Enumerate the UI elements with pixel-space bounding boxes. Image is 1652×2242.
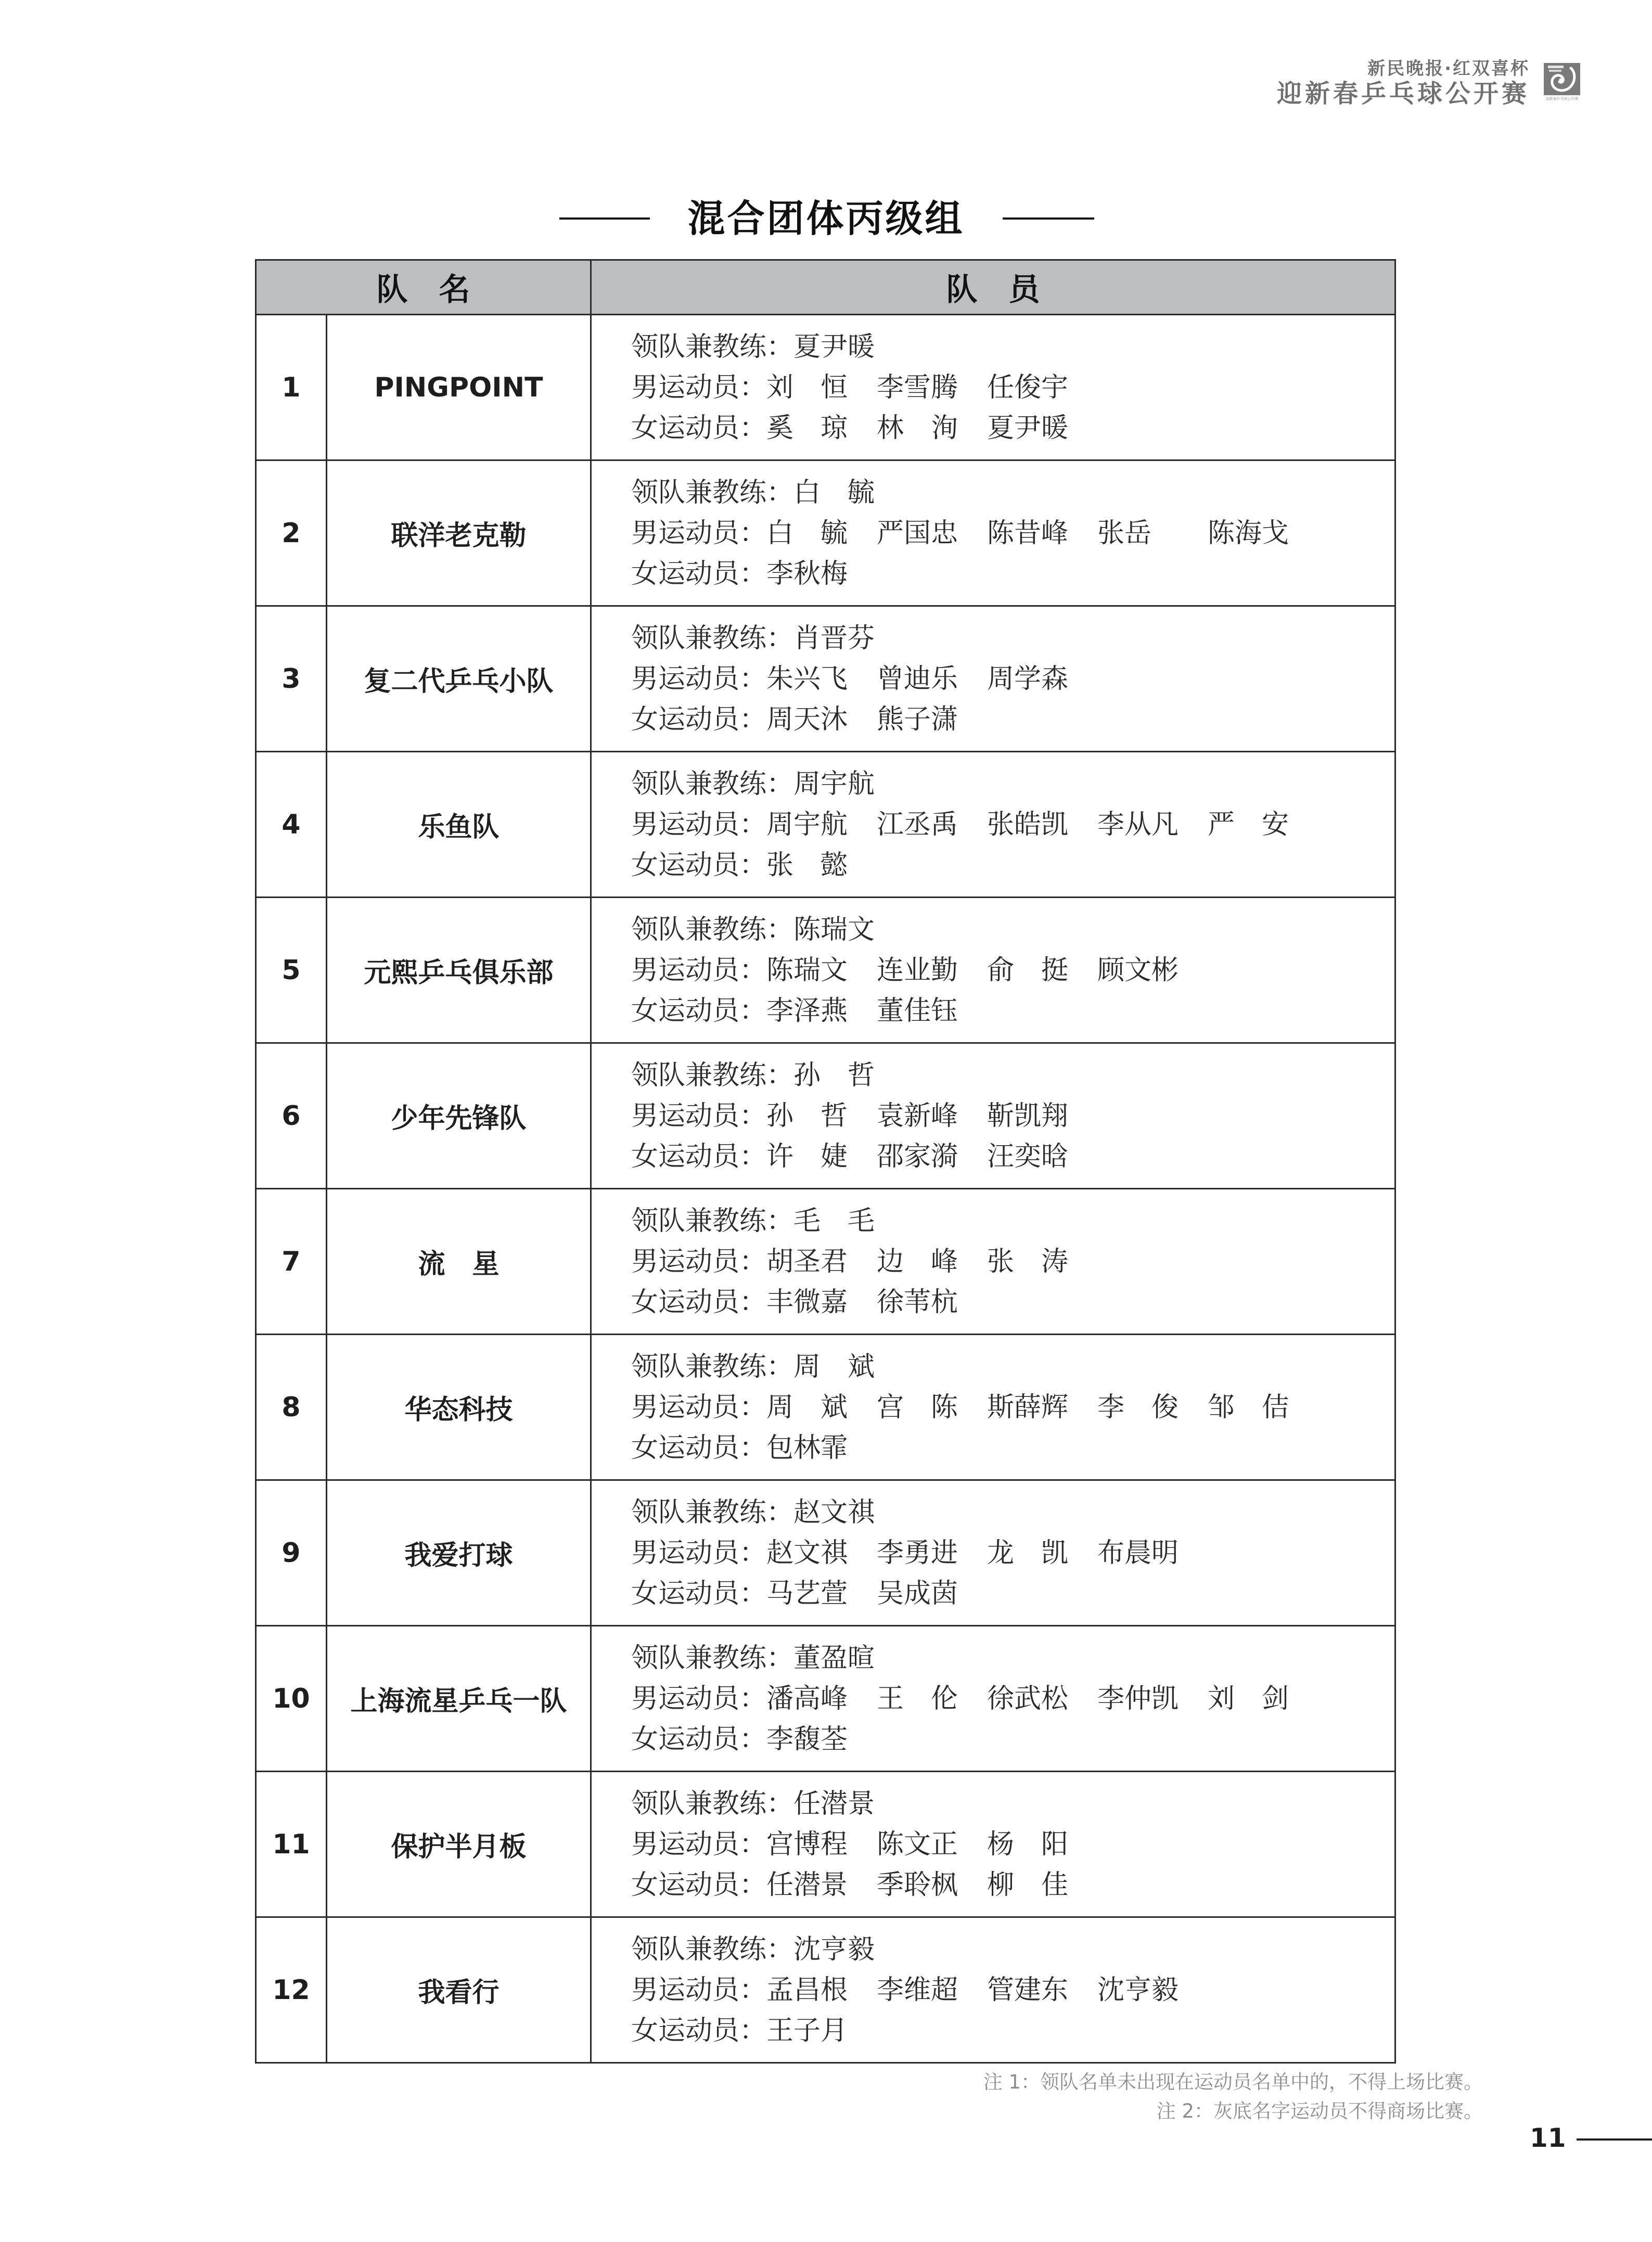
- female-players-label: 女运动员：: [631, 1869, 767, 1901]
- female-player-name: 吴成茵: [877, 1578, 958, 1609]
- male-players-line: [631, 1824, 1394, 1865]
- team-name: 少年先锋队: [327, 1043, 591, 1189]
- coach-name: 沈亨毅: [793, 1933, 875, 1965]
- male-player-name: 靳凯翔: [987, 1100, 1069, 1132]
- team-name: 元熙乒乓俱乐部: [327, 898, 591, 1043]
- coach-line: [631, 1929, 1394, 1970]
- male-player-name: 李勇进: [877, 1537, 958, 1569]
- page-number: 11: [1530, 2123, 1566, 2153]
- team-members: [591, 1335, 1395, 1480]
- team-number: 12: [256, 1917, 327, 2063]
- event-swirl-logo-icon: [1544, 63, 1580, 95]
- table-row: [256, 898, 1395, 1043]
- female-player-name: 包林霏: [766, 1432, 848, 1464]
- male-player-name: 袁新峰: [877, 1100, 958, 1132]
- team-members: [591, 1626, 1395, 1772]
- female-player-name: 马艺萱: [766, 1578, 848, 1609]
- female-player-name: 许 婕: [766, 1141, 848, 1172]
- male-players-line: [631, 1679, 1394, 1719]
- male-player-name: 江丞禹: [877, 809, 958, 840]
- team-number: 7: [256, 1189, 327, 1335]
- female-player-name: 李馥荃: [766, 1723, 848, 1755]
- male-player-name: 陈海戈: [1208, 517, 1289, 549]
- female-player-name: 林 洵: [877, 412, 958, 444]
- team-number: 1: [256, 315, 327, 460]
- coach-label: 领队兼教练：: [631, 1642, 794, 1674]
- coach-label: 领队兼教练：: [631, 331, 794, 363]
- male-player-name: 李 俊: [1097, 1391, 1179, 1423]
- logo-caption: 迎新春乒乓球公开赛: [1545, 97, 1579, 101]
- male-player-name: 张皓凯: [987, 809, 1069, 840]
- team-number: 3: [256, 606, 327, 752]
- table-row: [256, 460, 1395, 606]
- male-player-name: 龙 凯: [987, 1537, 1069, 1569]
- female-players-label: 女运动员：: [631, 995, 767, 1027]
- male-player-name: 周 斌: [766, 1391, 848, 1423]
- coach-name: 白 毓: [793, 477, 875, 508]
- team-name: 复二代乒乓小队: [327, 606, 591, 752]
- male-player-name: 徐武松: [987, 1683, 1069, 1714]
- female-player-name: 季聆枫: [877, 1869, 958, 1901]
- coach-label: 领队兼教练：: [631, 1933, 794, 1965]
- coach-label: 领队兼教练：: [631, 768, 794, 800]
- coach-name: 任潜景: [793, 1788, 875, 1820]
- female-players-line: [631, 1865, 1394, 1905]
- table-row: [256, 1772, 1395, 1917]
- male-player-name: 曾迪乐: [877, 663, 958, 695]
- female-players-line: [631, 1719, 1394, 1760]
- coach-label: 领队兼教练：: [631, 1351, 794, 1382]
- female-player-name: 夏尹暖: [987, 412, 1069, 444]
- female-player-name: 李泽燕: [766, 995, 848, 1027]
- female-players-label: 女运动员：: [631, 558, 767, 590]
- team-name: 华态科技: [327, 1335, 591, 1480]
- female-players-label: 女运动员：: [631, 1286, 767, 1318]
- female-player-name: 柳 佳: [987, 1869, 1069, 1901]
- male-players-label: 男运动员：: [631, 663, 767, 695]
- female-player-name: 张 懿: [766, 849, 848, 881]
- female-players-line: [631, 408, 1394, 449]
- footnote-2: 注 2：灰底名字运动员不得商场比赛。: [1156, 2100, 1483, 2122]
- coach-line: [631, 1347, 1394, 1387]
- male-player-name: 张 涛: [987, 1246, 1069, 1277]
- team-number: 5: [256, 898, 327, 1043]
- male-players-line: [631, 367, 1394, 408]
- coach-name: 肖晋芬: [793, 622, 875, 654]
- male-player-name: 孙 哲: [766, 1100, 848, 1132]
- female-players-line: [631, 2010, 1394, 2051]
- page-title: 混合团体丙级组: [687, 197, 965, 240]
- male-players-line: [631, 1533, 1394, 1573]
- female-players-label: 女运动员：: [631, 1723, 767, 1755]
- female-players-line: [631, 1573, 1394, 1614]
- coach-label: 领队兼教练：: [631, 1496, 794, 1528]
- table-row: [256, 1480, 1395, 1626]
- table-row: [256, 606, 1395, 752]
- female-players-line: [631, 991, 1394, 1031]
- coach-name: 孙 哲: [793, 1059, 875, 1091]
- male-player-name: 周学森: [987, 663, 1069, 695]
- team-name: 联洋老克勒: [327, 460, 591, 606]
- coach-name: 周 斌: [793, 1351, 875, 1382]
- male-player-name: 陈昔峰: [987, 517, 1069, 549]
- team-name: PINGPOINT: [327, 315, 591, 460]
- coach-name: 夏尹暖: [793, 331, 875, 363]
- team-number: 10: [256, 1626, 327, 1772]
- male-players-label: 男运动员：: [631, 517, 767, 549]
- footnote-1: 注 1：领队名单未出现在运动员名单中的，不得上场比赛。: [983, 2071, 1483, 2093]
- coach-name: 周宇航: [793, 768, 875, 800]
- female-players-line: [631, 1136, 1394, 1177]
- male-player-name: 任俊宇: [987, 371, 1069, 403]
- header-char: 队: [376, 272, 408, 308]
- female-players-line: [631, 699, 1394, 740]
- footnotes: [983, 2068, 1483, 2126]
- team-number: 2: [256, 460, 327, 606]
- female-player-name: 周天沐: [766, 703, 848, 735]
- section-title-block: [0, 197, 1652, 240]
- event-logo-text: [1277, 58, 1530, 108]
- roster-table: [255, 259, 1396, 2064]
- female-player-name: 熊子潇: [877, 703, 958, 735]
- male-player-name: 边 峰: [877, 1246, 958, 1277]
- female-players-label: 女运动员：: [631, 412, 767, 444]
- male-player-name: 朱兴飞: [766, 663, 848, 695]
- coach-line: [631, 1784, 1394, 1824]
- male-player-name: 张岳: [1097, 517, 1152, 549]
- team-number: 9: [256, 1480, 327, 1626]
- male-player-name: 李从凡: [1097, 809, 1179, 840]
- page-number-rule: [1577, 2138, 1652, 2141]
- female-player-name: 董佳钰: [877, 995, 958, 1027]
- team-members: [591, 898, 1395, 1043]
- coach-label: 领队兼教练：: [631, 1788, 794, 1820]
- male-players-line: [631, 1387, 1394, 1428]
- team-members: [591, 1043, 1395, 1189]
- male-player-name: 连业勤: [877, 954, 958, 986]
- title-rule-right: [1003, 217, 1094, 220]
- team-number: 4: [256, 752, 327, 898]
- female-player-name: 李秋梅: [766, 558, 848, 590]
- male-player-name: 周宇航: [766, 809, 848, 840]
- female-players-line: [631, 1428, 1394, 1468]
- coach-line: [631, 1638, 1394, 1679]
- coach-line: [631, 1055, 1394, 1096]
- coach-name: 赵文祺: [793, 1496, 875, 1528]
- table-row: [256, 1626, 1395, 1772]
- male-player-name: 沈亨毅: [1097, 1974, 1179, 2006]
- team-name: 上海流星乒乓一队: [327, 1626, 591, 1772]
- male-player-name: 布晨明: [1097, 1537, 1179, 1569]
- male-player-name: 俞 挺: [987, 954, 1069, 986]
- male-player-name: 斯薛辉: [987, 1391, 1069, 1423]
- female-players-label: 女运动员：: [631, 703, 767, 735]
- team-members: [591, 1772, 1395, 1917]
- male-player-name: 刘 恒: [766, 371, 848, 403]
- male-players-line: [631, 659, 1394, 699]
- roster-body: [256, 315, 1395, 2063]
- team-number: 6: [256, 1043, 327, 1189]
- male-players-line: [631, 1970, 1394, 2010]
- team-name: 流 星: [327, 1189, 591, 1335]
- coach-name: 毛 毛: [793, 1205, 875, 1237]
- table-header-row: [256, 260, 1395, 315]
- coach-line: [631, 327, 1394, 367]
- team-name: 我看行: [327, 1917, 591, 2063]
- male-players-label: 男运动员：: [631, 1828, 767, 1860]
- table-row: [256, 752, 1395, 898]
- female-player-name: 徐苇杭: [877, 1286, 958, 1318]
- coach-line: [631, 472, 1394, 513]
- male-player-name: 李维超: [877, 1974, 958, 2006]
- male-player-name: 赵文祺: [766, 1537, 848, 1569]
- coach-line: [631, 909, 1394, 950]
- coach-line: [631, 1492, 1394, 1533]
- coach-line: [631, 1201, 1394, 1241]
- female-players-label: 女运动员：: [631, 849, 767, 881]
- female-player-name: 汪奕晗: [987, 1141, 1069, 1172]
- male-player-name: 潘高峰: [766, 1683, 848, 1714]
- team-members: [591, 752, 1395, 898]
- sponsor-line: 新民晚报·红双喜杯: [1367, 58, 1530, 79]
- female-player-name: 邵家漪: [877, 1141, 958, 1172]
- male-players-label: 男运动员：: [631, 1246, 767, 1277]
- male-player-name: 白 毓: [766, 517, 848, 549]
- coach-name: 董盈暄: [793, 1642, 875, 1674]
- male-player-name: 严 安: [1208, 809, 1289, 840]
- male-player-name: 陈瑞文: [766, 954, 848, 986]
- header-char: 队: [946, 272, 978, 308]
- table-row: [256, 1335, 1395, 1480]
- male-players-line: [631, 513, 1394, 554]
- coach-line: [631, 618, 1394, 659]
- female-player-name: 奚 琼: [766, 412, 848, 444]
- male-player-name: 刘 剑: [1208, 1683, 1289, 1714]
- team-members: [591, 606, 1395, 752]
- male-player-name: 胡圣君: [766, 1246, 848, 1277]
- female-players-line: [631, 845, 1394, 886]
- coach-label: 领队兼教练：: [631, 1205, 794, 1237]
- table-row: [256, 315, 1395, 460]
- team-number: 11: [256, 1772, 327, 1917]
- male-player-name: 杨 阳: [987, 1828, 1069, 1860]
- coach-label: 领队兼教练：: [631, 477, 794, 508]
- header-char: 员: [1008, 272, 1040, 308]
- male-players-line: [631, 1241, 1394, 1282]
- column-header-members: [591, 260, 1395, 315]
- male-player-name: 王 伦: [877, 1683, 958, 1714]
- table-row: [256, 1043, 1395, 1189]
- male-players-label: 男运动员：: [631, 371, 767, 403]
- male-players-line: [631, 950, 1394, 991]
- coach-name: 陈瑞文: [793, 914, 875, 945]
- team-members: [591, 315, 1395, 460]
- header-char: 名: [439, 272, 470, 308]
- team-members: [591, 1480, 1395, 1626]
- male-players-label: 男运动员：: [631, 954, 767, 986]
- male-players-label: 男运动员：: [631, 1537, 767, 1569]
- male-players-label: 男运动员：: [631, 809, 767, 840]
- table-row: [256, 1917, 1395, 2063]
- male-player-name: 孟昌根: [766, 1974, 848, 2006]
- male-player-name: 李仲凯: [1097, 1683, 1179, 1714]
- male-player-name: 管建东: [987, 1974, 1069, 2006]
- female-player-name: 王子月: [766, 2015, 848, 2046]
- male-players-label: 男运动员：: [631, 1683, 767, 1714]
- team-name: 保护半月板: [327, 1772, 591, 1917]
- male-player-name: 李雪腾: [877, 371, 958, 403]
- coach-label: 领队兼教练：: [631, 622, 794, 654]
- male-player-name: 陈文正: [877, 1828, 958, 1860]
- male-player-name: 宫 陈: [877, 1391, 958, 1423]
- team-name: 乐鱼队: [327, 752, 591, 898]
- team-members: [591, 1189, 1395, 1335]
- male-players-line: [631, 1096, 1394, 1136]
- male-player-name: 宫博程: [766, 1828, 848, 1860]
- male-player-name: 顾文彬: [1097, 954, 1179, 986]
- male-players-label: 男运动员：: [631, 1100, 767, 1132]
- female-players-line: [631, 1282, 1394, 1323]
- male-players-label: 男运动员：: [631, 1974, 767, 2006]
- event-name: 迎新春乒乓球公开赛: [1276, 79, 1530, 108]
- male-player-name: 严国忠: [877, 517, 958, 549]
- team-members: [591, 1917, 1395, 2063]
- coach-label: 领队兼教练：: [631, 914, 794, 945]
- female-player-name: 丰微嘉: [766, 1286, 848, 1318]
- female-players-label: 女运动员：: [631, 1141, 767, 1172]
- team-members: [591, 460, 1395, 606]
- female-players-label: 女运动员：: [631, 2015, 767, 2046]
- female-player-name: 任潜景: [766, 1869, 848, 1901]
- female-players-line: [631, 554, 1394, 594]
- coach-line: [631, 764, 1394, 804]
- coach-label: 领队兼教练：: [631, 1059, 794, 1091]
- column-header-team-name: [256, 260, 591, 315]
- team-name: 我爱打球: [327, 1480, 591, 1626]
- male-players-line: [631, 804, 1394, 845]
- female-players-label: 女运动员：: [631, 1578, 767, 1609]
- team-number: 8: [256, 1335, 327, 1480]
- male-players-label: 男运动员：: [631, 1391, 767, 1423]
- table-row: [256, 1189, 1395, 1335]
- female-players-label: 女运动员：: [631, 1432, 767, 1464]
- male-player-name: 邹 佶: [1208, 1391, 1289, 1423]
